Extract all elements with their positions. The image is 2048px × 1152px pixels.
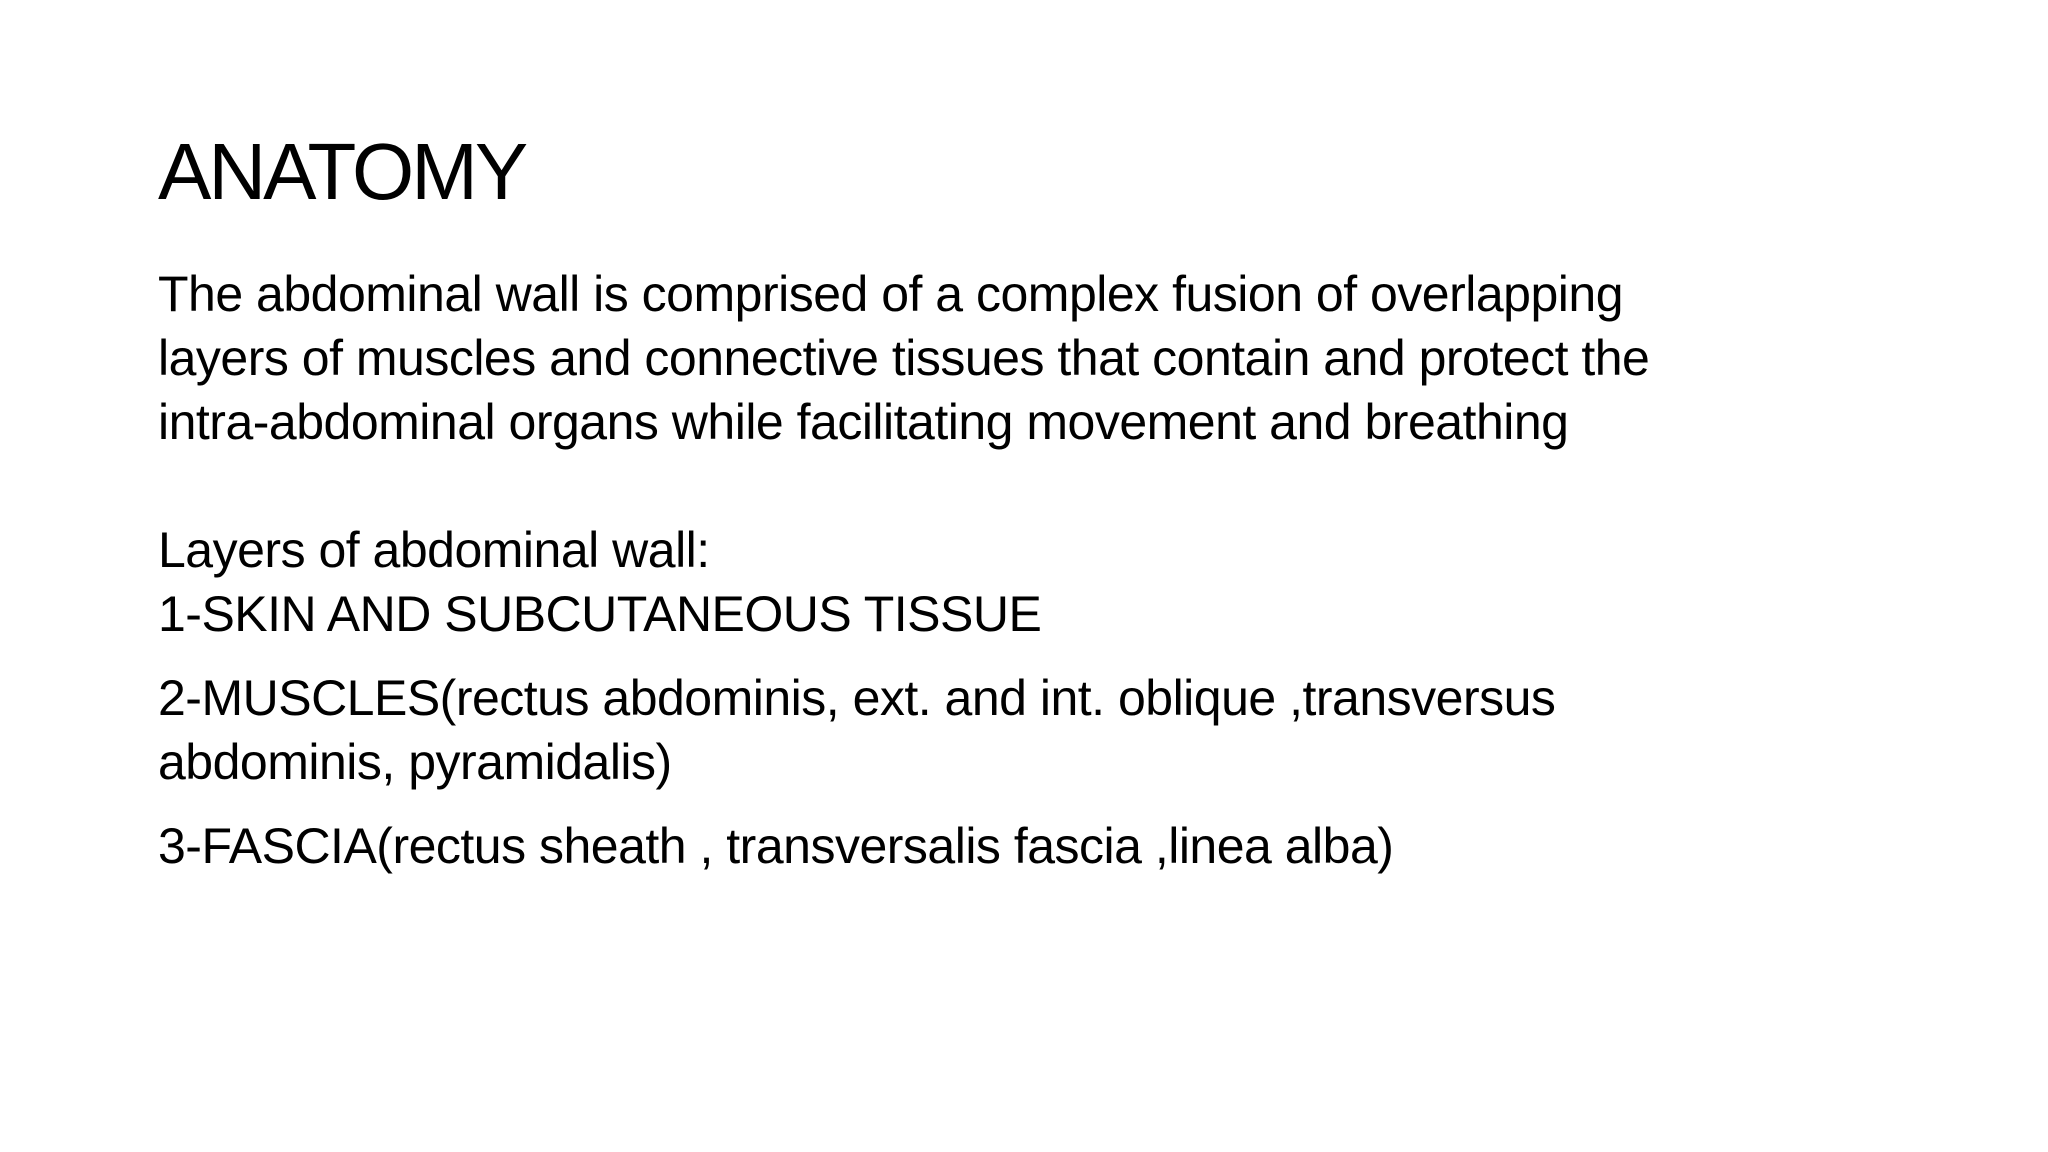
blank-line — [158, 454, 1938, 518]
intro-line: layers of muscles and connective tissues that contain and protect the — [158, 330, 1650, 386]
slide-body — [158, 262, 1938, 878]
intro-line: intra-abdominal organs while facilitating movement and breathing — [158, 394, 1569, 450]
layer-item-muscles: 2-MUSCLES(rectus abdominis, ext. and int. oblique ,transversus — [158, 670, 1556, 726]
layer-item-fascia: 3-FASCIA(rectus sheath , transversalis fascia ,linea alba) — [158, 818, 1394, 874]
layers-heading: Layers of abdominal wall: — [158, 522, 710, 578]
layer-item-muscles-continued: abdominis, pyramidalis) — [158, 734, 672, 790]
layer-item-skin: 1-SKIN AND SUBCUTANEOUS TISSUE — [158, 586, 1042, 642]
intro-line: The abdominal wall is comprised of a complex fusion of overlapping — [158, 266, 1623, 322]
paragraph-spacing — [158, 646, 1938, 666]
slide-title: ANATOMY — [158, 127, 526, 216]
paragraph-spacing — [158, 794, 1938, 814]
